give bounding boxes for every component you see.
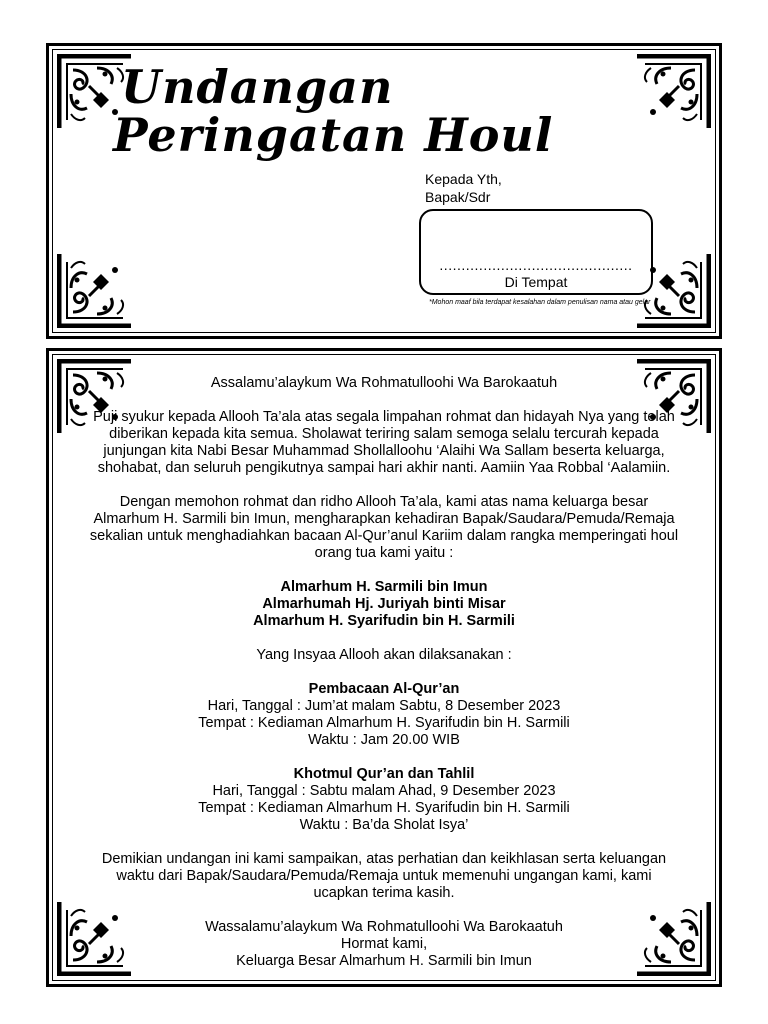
schedule-intro: Yang Insyaa Allooh akan dilaksanakan : xyxy=(256,647,512,663)
para1-line: junjungan kita Nabi Besar Muhammad Shollalloohu ‘Alaihi Wa Sallam beserta keluarga, xyxy=(103,443,665,459)
signature: Keluarga Besar Almarhum H. Sarmili bin Imun xyxy=(236,953,532,969)
addressee-label: Kepada Yth, xyxy=(425,171,502,187)
apology-note: *Mohon maaf bila terdapat kesalahan dalam penulisan nama atau gelar xyxy=(429,299,651,306)
deceased-name: Almarhum H. Syarifudin bin H. Sarmili xyxy=(253,613,515,629)
envelope-card xyxy=(46,43,722,339)
para1-line: Puji syukur kepada Allooh Ta’ala atas segala limpahan rohmat dan hidayah Nya yang telah xyxy=(93,409,675,425)
event1-title: Pembacaan Al-Qur’an xyxy=(308,681,460,697)
deceased-name: Almarhumah Hj. Juriyah binti Misar xyxy=(262,596,506,612)
corner-ornament-icon xyxy=(57,252,133,328)
closing-line: waktu dari Bapak/Saudara/Pemuda/Remaja untuk memenuhi ungangan kami, kami xyxy=(116,868,652,884)
letter-card xyxy=(46,348,722,987)
para2-line: orang tua kami yaitu : xyxy=(314,545,454,561)
farewell: Wassalamu’alaykum Wa Rohmatulloohi Wa Barokaatuh xyxy=(205,919,563,935)
para2-line: sekalian untuk menghadiahkan bacaan Al-Qur’anul Kariim dalam rangka memperingati houl xyxy=(89,528,679,544)
greeting: Assalamu’alaykum Wa Rohmatulloohi Wa Barokaatuh xyxy=(210,375,558,391)
regards: Hormat kami, xyxy=(340,936,428,952)
event2-time: Waktu : Ba’da Sholat Isya’ xyxy=(299,817,469,833)
deceased-name: Almarhum H. Sarmili bin Imun xyxy=(280,579,488,595)
recipient-name-line: ............................................ xyxy=(439,257,633,273)
letter-body xyxy=(49,375,719,970)
para2-line: Dengan memohon rohmat dan ridho Allooh Ta’ala, kami atas nama keluarga besar xyxy=(119,494,649,510)
para2-line: Almarhum H. Sarmili bin Imun, mengharapkan kehadiran Bapak/Saudara/Pemuda/Remaja xyxy=(93,511,675,527)
event2-place: Tempat : Kediaman Almarhum H. Syarifudin bin H. Sarmili xyxy=(198,800,570,816)
recipient-place: Di Tempat xyxy=(504,274,568,290)
recipient-name-box xyxy=(419,209,653,295)
invitation-title-line1: Undangan xyxy=(121,60,394,114)
para1-line: diberikan kepada kita semua. Sholawat teriring salam semoga selalu tercurah kepada xyxy=(109,426,659,442)
event1-time: Waktu : Jam 20.00 WIB xyxy=(308,732,460,748)
event2-date: Hari, Tanggal : Sabtu malam Ahad, 9 Desember 2023 xyxy=(212,783,556,799)
closing-line: ucapkan terima kasih. xyxy=(313,885,455,901)
event2-title: Khotmul Qur’an dan Tahlil xyxy=(293,766,475,782)
closing-line: Demikian undangan ini kami sampaikan, atas perhatian dan keikhlasan serta keluangan xyxy=(101,851,667,867)
invitation-title-line2: Peringatan Houl xyxy=(113,108,554,162)
event1-place: Tempat : Kediaman Almarhum H. Syarifudin bin H. Sarmili xyxy=(198,715,570,731)
event1-date: Hari, Tanggal : Jum’at malam Sabtu, 8 Desember 2023 xyxy=(207,698,561,714)
para1-line: shohabat, dan seluruh pengikutnya sampai hari akhir nanti. Aamiin Yaa Robbal ‘Aalamiin. xyxy=(97,460,671,476)
addressee-salutation: Bapak/Sdr xyxy=(425,189,491,205)
corner-ornament-icon xyxy=(635,54,711,130)
